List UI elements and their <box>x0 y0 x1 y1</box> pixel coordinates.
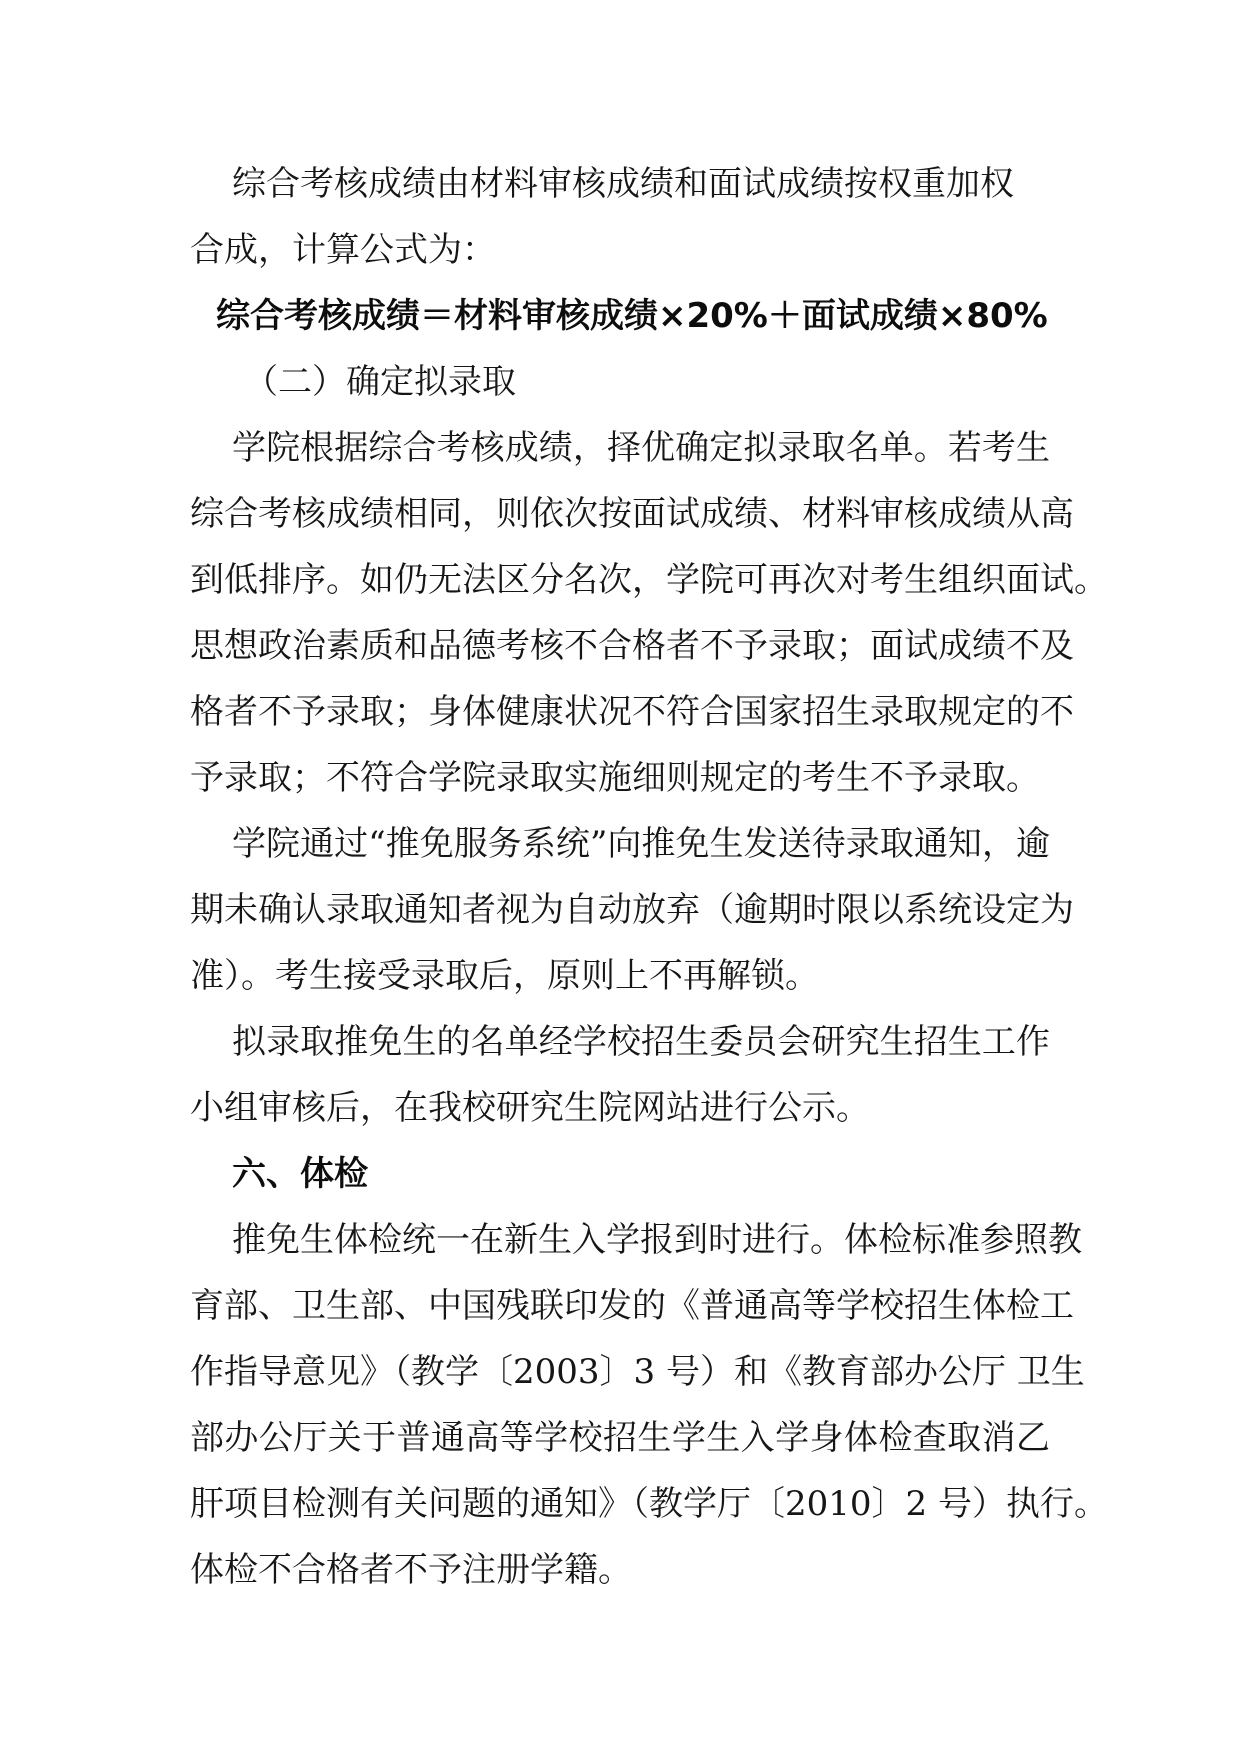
paragraph-line: 小组审核后，在我校研究生院网站进行公示。 <box>190 1088 870 1128</box>
paragraph-line: 拟录取推免生的名单经学校招生委员会研究生招生工作 <box>232 1022 1050 1062</box>
paragraph-line: 到低排序。如仍无法区分名次，学院可再次对考生组织面试。 <box>190 560 1108 600</box>
paragraph-line: 合成，计算公式为： <box>190 230 496 270</box>
paragraph-line: 期未确认录取通知者视为自动放弃（逾期时限以系统设定为 <box>190 890 1074 930</box>
paragraph-line: 准）。考生接受录取后，原则上不再解锁。 <box>190 956 819 996</box>
paragraph-line: 学院通过“推免服务系统”向推免生发送待录取通知，逾 <box>232 824 1050 864</box>
paragraph-line: 学院根据综合考核成绩，择优确定拟录取名单。若考生 <box>232 428 1050 468</box>
formula-line: 综合考核成绩＝材料审核成绩×20%＋面试成绩×80% <box>216 296 1048 336</box>
paragraph-line: 部办公厅关于普通高等学校招生学生入学身体检查取消乙 <box>190 1418 1050 1458</box>
paragraph-line: 肝项目检测有关问题的通知》（教学厅〔2010〕2 号）执行。 <box>190 1484 1108 1524</box>
paragraph-line: 体检不合格者不予注册学籍。 <box>190 1550 632 1590</box>
section-heading: （二）确定拟录取 <box>244 362 516 402</box>
paragraph-line: 综合考核成绩由材料审核成绩和面试成绩按权重加权 <box>232 164 1014 204</box>
paragraph-line: 思想政治素质和品德考核不合格者不予录取；面试成绩不及 <box>190 626 1074 666</box>
paragraph-line: 作指导意见》（教学〔2003〕3 号）和《教育部办公厅 卫生 <box>190 1352 1085 1392</box>
paragraph-line: 育部、卫生部、中国残联印发的《普通高等学校招生体检工 <box>190 1286 1074 1326</box>
paragraph-line: 予录取；不符合学院录取实施细则规定的考生不予录取。 <box>190 758 1040 798</box>
paragraph-line: 格者不予录取；身体健康状况不符合国家招生录取规定的不 <box>190 692 1074 732</box>
section-heading: 六、体检 <box>232 1154 368 1194</box>
paragraph-line: 综合考核成绩相同，则依次按面试成绩、材料审核成绩从高 <box>190 494 1074 534</box>
paragraph-line: 推免生体检统一在新生入学报到时进行。体检标准参照教 <box>232 1220 1082 1260</box>
